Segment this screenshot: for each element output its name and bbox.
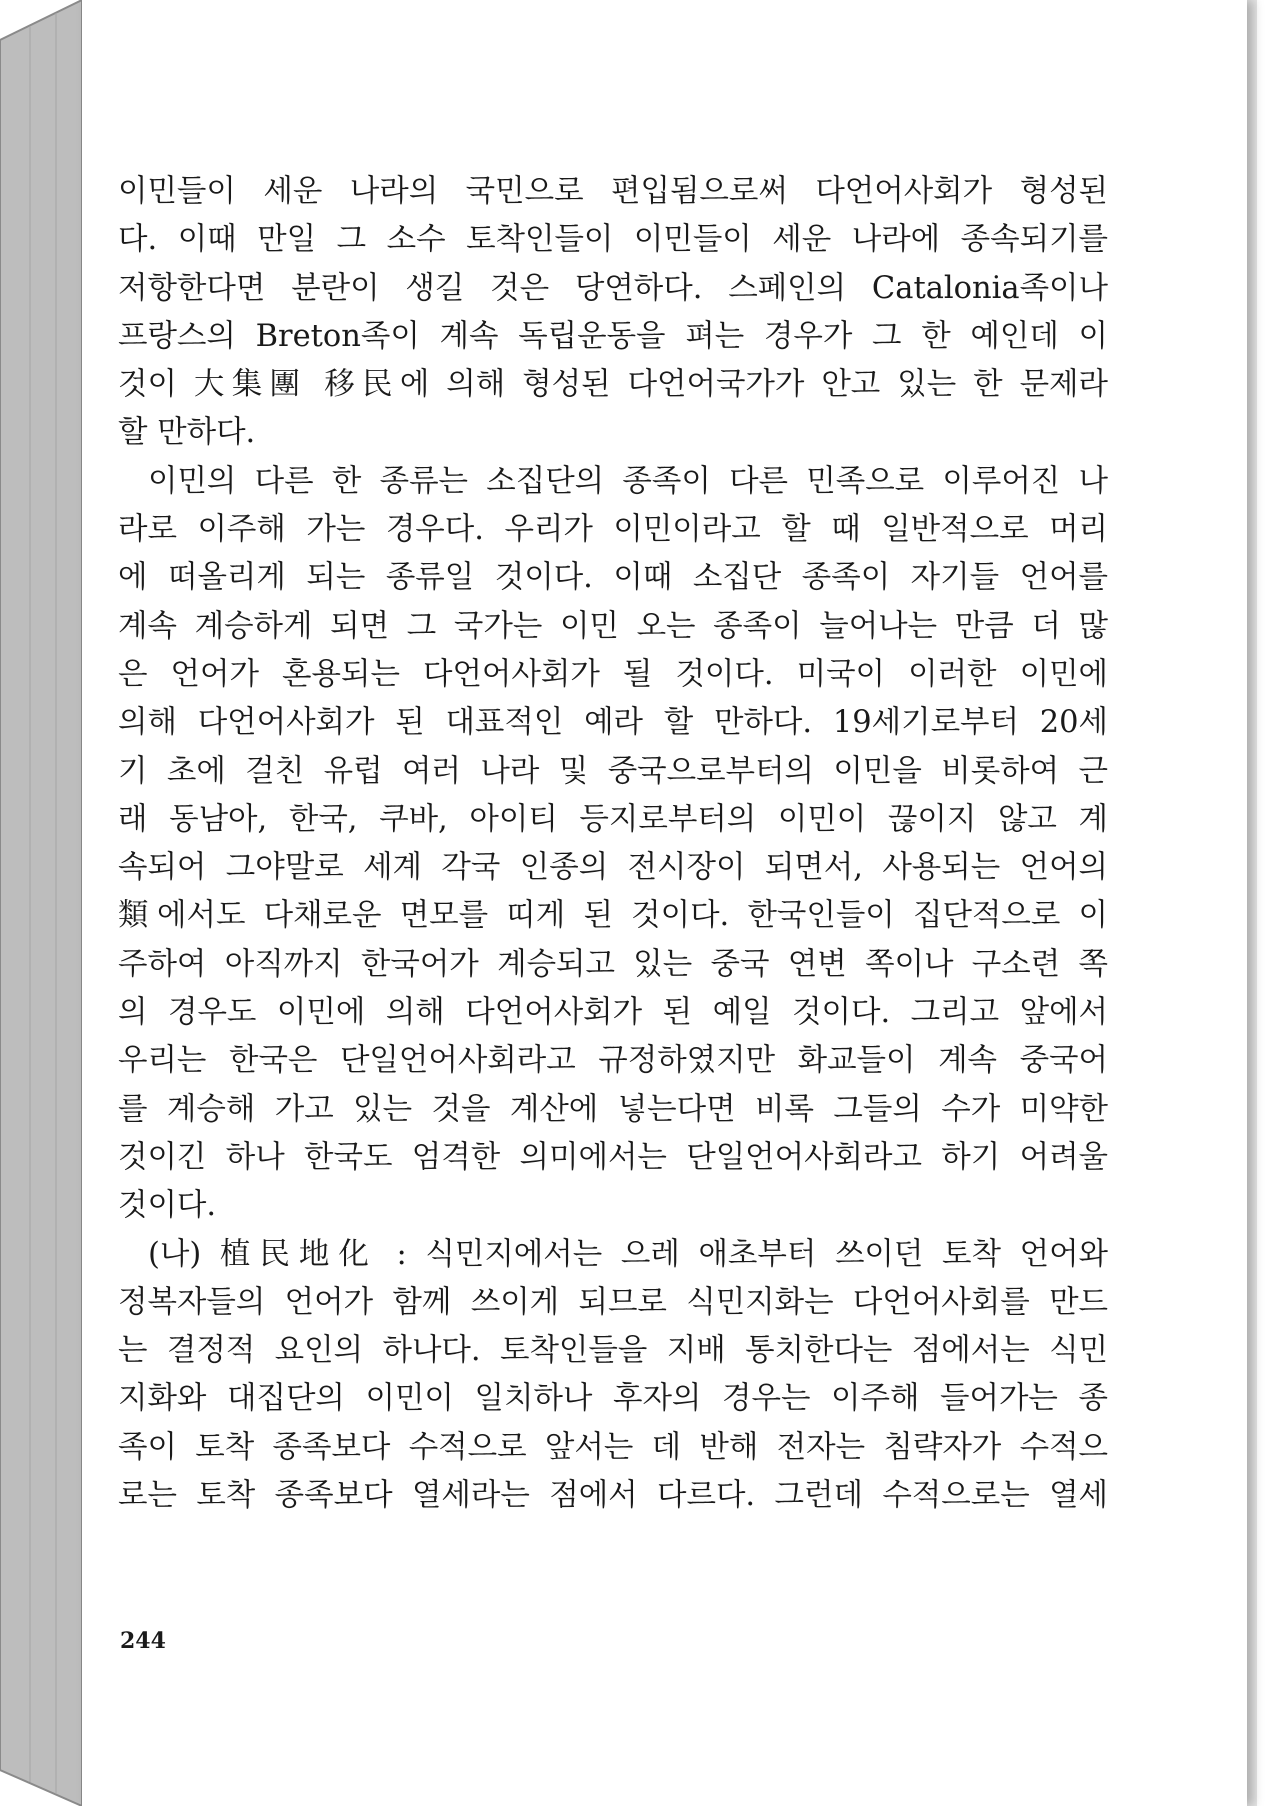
text-line: (나) 植民地化 : 식민지에서는 으레 애초부터 쓰이던 토착 언어와: [148, 1236, 1108, 1272]
text-line: 저항한다면 분란이 생길 것은 당연하다. 스페인의 Catalonia족이나: [118, 270, 1108, 306]
text-line: 속되어 그야말로 세계 각국 인종의 전시장이 되면서, 사용되는 언어의: [118, 850, 1108, 886]
text-line: 계속 계승하게 되면 그 국가는 이민 오는 종족이 늘어나는 만큼 더 많: [118, 608, 1108, 644]
text-line: 라로 이주해 가는 경우다. 우리가 이민이라고 할 때 일반적으로 머리: [118, 512, 1108, 548]
text-line: 것이긴 하나 한국도 엄격한 의미에서는 단일언어사회라고 하기 어려울: [118, 1139, 1108, 1175]
text-line: 는 결정적 요인의 하나다. 토착인들을 지배 통치한다는 점에서는 식민: [118, 1333, 1108, 1369]
text-line: 로는 토착 종족보다 열세라는 점에서 다르다. 그런데 수적으로는 열세: [118, 1478, 1108, 1514]
text-line: 정복자들의 언어가 함께 쓰이게 되므로 식민지화는 다언어사회를 만드: [118, 1284, 1108, 1320]
text-line: 할 만하다.: [118, 415, 256, 451]
text-line: 의 경우도 이민에 의해 다언어사회가 된 예일 것이다. 그리고 앞에서: [118, 995, 1108, 1031]
text-line: 기 초에 걸친 유럽 여러 나라 및 중국으로부터의 이민을 비롯하여 근: [118, 753, 1108, 789]
text-line: 우리는 한국은 단일언어사회라고 규정하였지만 화교들이 계속 중국어: [118, 1043, 1108, 1079]
text-line: 지화와 대집단의 이민이 일치하나 후자의 경우는 이주해 들어가는 종: [118, 1381, 1108, 1417]
text-line: 주하여 아직까지 한국어가 계승되고 있는 중국 연변 쪽이나 구소련 쪽: [118, 946, 1108, 982]
body-text: [118, 168, 1108, 1520]
page-number: 244: [120, 1628, 166, 1654]
text-line: 래 동남아, 한국, 쿠바, 아이티 등지로부터의 이민이 끊이지 않고 계: [118, 801, 1108, 837]
text-line: 은 언어가 혼용되는 다언어사회가 될 것이다. 미국이 이러한 이민에: [118, 656, 1108, 692]
text-line: 것이 大集團 移民에 의해 형성된 다언어국가가 안고 있는 한 문제라: [118, 367, 1108, 403]
text-line: 프랑스의 Breton족이 계속 독립운동을 펴는 경우가 그 한 예인데 이: [118, 318, 1108, 354]
text-line: 족이 토착 종족보다 수적으로 앞서는 데 반해 전자는 침략자가 수적으: [118, 1429, 1108, 1465]
text-line: 것이다.: [118, 1188, 217, 1224]
text-line: 에 떠올리게 되는 종류일 것이다. 이때 소집단 종족이 자기들 언어를: [118, 560, 1108, 596]
text-line: 類에서도 다채로운 면모를 띠게 된 것이다. 한국인들이 집단적으로 이: [118, 898, 1108, 934]
text-line: 의해 다언어사회가 된 대표적인 예라 할 만하다. 19세기로부터 20세: [118, 705, 1108, 741]
text-line: 다. 이때 만일 그 소수 토착인들이 이민들이 세운 나라에 종속되기를: [118, 222, 1108, 258]
text-line: 를 계승해 가고 있는 것을 계산에 넣는다면 비록 그들의 수가 미약한: [118, 1091, 1108, 1127]
text-line: 이민의 다른 한 종류는 소집단의 종족이 다른 민족으로 이루어진 나: [148, 463, 1108, 499]
text-line: 이민들이 세운 나라의 국민으로 편입됨으로써 다언어사회가 형성된: [118, 174, 1108, 209]
